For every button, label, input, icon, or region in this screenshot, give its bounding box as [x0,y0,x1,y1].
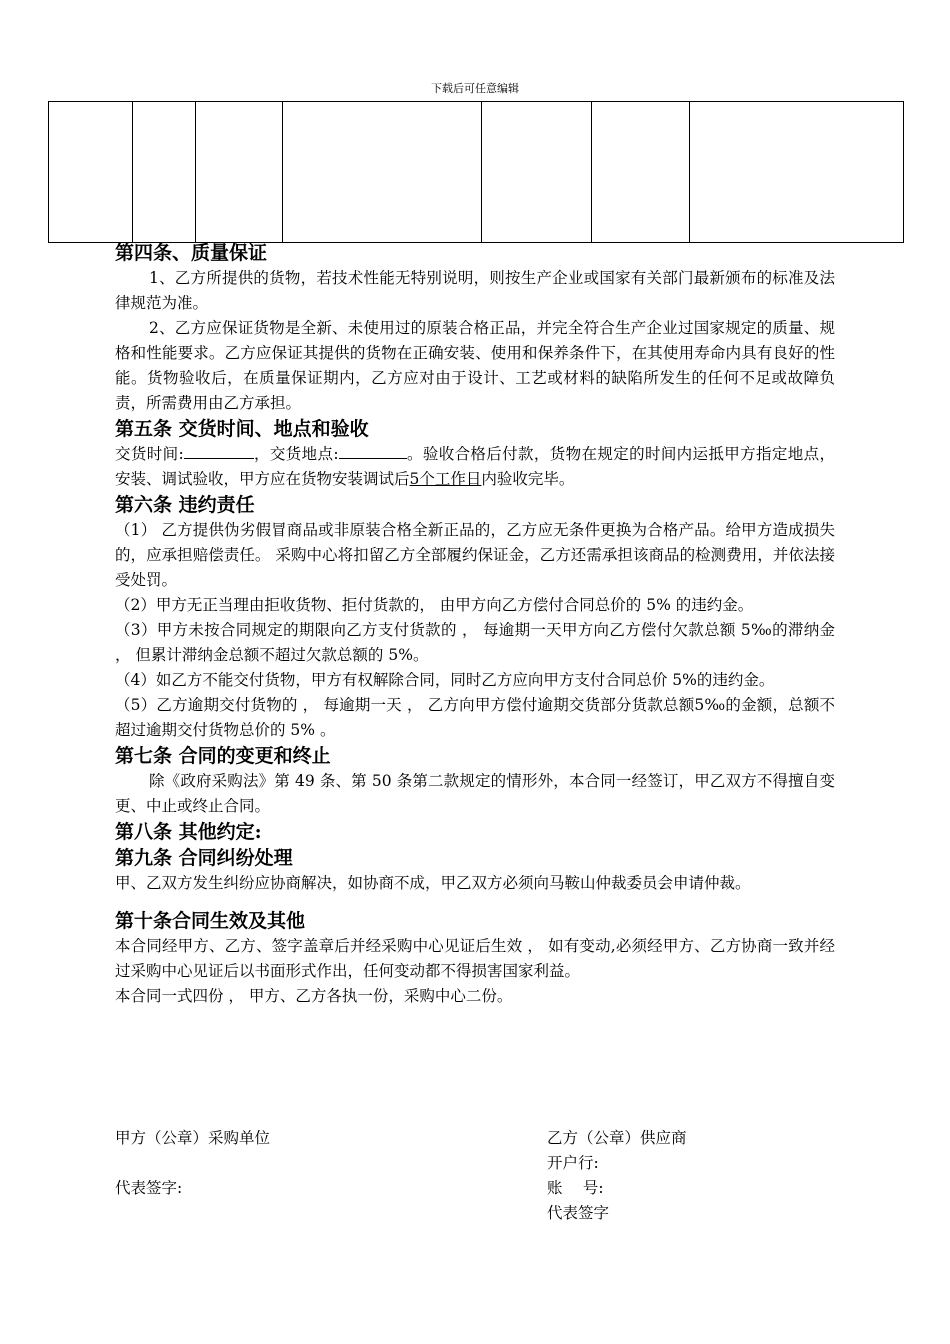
article-7-para: 除《政府采购法》第 49 条、第 50 条第二款规定的情形外，本合同一经签订，甲乙双方不得擅自变更、中止或终止合同。 [115,772,835,815]
article-9-title: 第九条 合同纠纷处理 [115,847,293,869]
signature-block [115,1126,835,1236]
article-4-para-1: 1、乙方所提供的货物，若技术性能无特别说明，则按生产企业或国家有关部门最新颁布的标准及法律规范为准。 [115,269,835,312]
party-b-label: 乙方（公章）供应商 [547,1129,687,1147]
page-header-note: 下载后可任意编辑 [431,82,519,95]
party-a-block [115,1126,270,1201]
party-a-rep-label: 代表签字: [115,1179,183,1197]
article-10-para-1: 本合同经甲方、乙方、签字盖章后并经采购中心见证后生效 ， 如有变动,必须经甲方、乙方协商一致并经过采购中心见证后以书面形式作出，任何变动都不得损害国家利益。 [115,937,835,980]
article-5-para [115,442,835,492]
article-5-title: 第五条 交货时间、地点和验收 [115,418,369,440]
article-6-item: （1） 乙方提供伪劣假冒商品或非原装合格全新正品的，乙方应无条件更换为合格产品。给甲方造成损失的，应承担赔偿责任。 采购中心将扣留乙方全部履约保证金，乙方还需承担该商品的检测费用，并依法接受处罚。 [115,521,835,589]
party-b-block [547,1126,687,1226]
spacer [115,896,835,908]
delivery-time-label: 交货时间: [115,445,184,463]
acceptance-end: 内验收完毕。 [481,470,575,488]
article-9-para: 甲、乙双方发生纠纷应协商解决，如协商不成，甲乙双方必须向马鞍山仲裁委员会申请仲裁。 [115,874,751,892]
delivery-time-blank [184,442,254,459]
party-b-rep-label: 代表签字 [547,1204,610,1222]
article-4-title: 第四条、质量保证 [115,242,268,264]
table-cell [592,102,690,243]
article-4-para-2: 2、乙方应保证货物是全新、未使用过的原装合格正品，并完全符合生产企业过国家规定的质量、规格和性能要求。乙方应保证其提供的货物在正确安装、使用和保养条件下，在其使用寿命内具有良好的性能。货物验收后，在质量保证期内，乙方应对由于设计、工艺或材料的缺陷所发生的任何不足或故障负责，所需费用由乙方承担。 [115,319,835,412]
table-cell [482,102,592,243]
acceptance-text: 。验收合格后付款，货物在规定的时间内运抵甲方指定地点，安装、调试验收，甲方应在货物安装调试后 [115,445,835,488]
article-10-para-2: 本合同一式四份 ， 甲方、乙方各执一份，采购中心二份。 [115,987,513,1005]
table-cell [690,102,904,243]
article-6-item: （2）甲方无正当理由拒收货物、拒付货款的， 由甲方向乙方偿付合同总价的 5% 的违约金。 [115,596,754,614]
account-label: 账 号: [547,1179,604,1197]
article-10-title: 第十条合同生效及其他 [115,910,306,932]
table-cell [283,102,482,243]
article-7-title: 第七条 合同的变更和终止 [115,745,331,767]
acceptance-days: 5个工作日 [409,470,482,488]
delivery-place-blank [339,442,407,459]
delivery-place-label: ，交货地点: [253,445,339,463]
article-6-item: （4）如乙方不能交付货物，甲方有权解除合同，同时乙方应向甲方支付合同总价 5%的违约金。 [115,671,775,689]
table-cell [49,102,133,243]
table-cell [133,102,196,243]
blank-goods-table [48,101,904,243]
party-a-label: 甲方（公章）采购单位 [115,1129,271,1147]
bank-label: 开户行: [547,1154,599,1172]
table-cell [196,102,283,243]
table-row [49,102,904,243]
contract-body [115,240,835,1009]
article-6-item: （3）甲方未按合同规定的期限向乙方支付货款的 ， 每逾期一天甲方向乙方偿付欠款总额 5‰的滞纳金 ， 但累计滞纳金总额不超过欠款总额的 5%。 [115,621,835,664]
article-8-title: 第八条 其他约定: [115,821,262,843]
article-6-title: 第六条 违约责任 [115,494,255,516]
article-6-item: （5）乙方逾期交付货物的 ， 每逾期一天 ， 乙方向甲方偿付逾期交货部分货款总额5‰的金额，总额不超过逾期交付货物总价的 5% 。 [115,696,835,739]
